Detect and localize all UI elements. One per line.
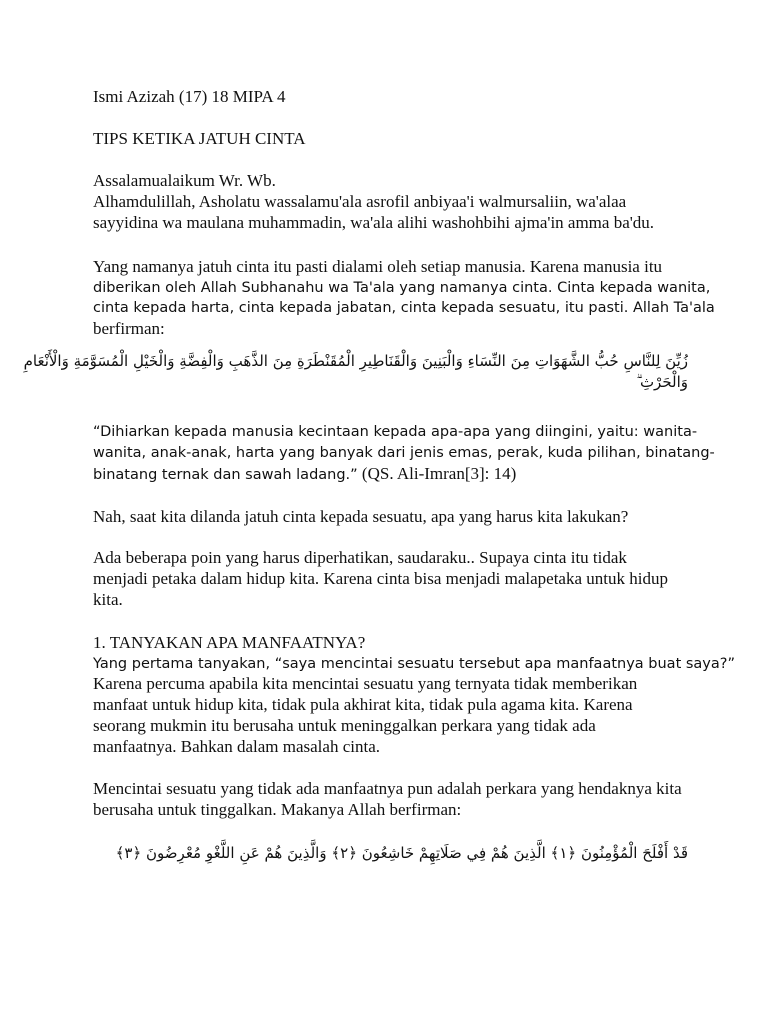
translation-line: “Dihiarkan kepada manusia kecintaan kepada apa-apa yang diingini, yaitu: wanita- <box>93 424 698 440</box>
translation-text: binatang ternak dan sawah ladang.” <box>93 467 358 483</box>
paragraph-line: berusaha untuk tinggalkan. Makanya Allah berfirman: <box>93 800 462 819</box>
paragraph-line: menjadi petaka dalam hidup kita. Karena cinta bisa menjadi malapetaka untuk hidup <box>93 569 668 588</box>
document-title: TIPS KETIKA JATUH CINTA <box>93 129 306 148</box>
arabic-verse-line: وَالْحَرْثِ ۗ <box>636 373 688 391</box>
paragraph-line: Yang namanya jatuh cinta itu pasti dialami oleh setiap manusia. Karena manusia itu <box>93 257 663 276</box>
opening-line: Alhamdulillah, Asholatu wassalamu'ala asrofil anbiyaa'i walmursaliin, wa'alaa <box>93 192 627 211</box>
paragraph-line: manfaatnya. Bahkan dalam masalah cinta. <box>93 737 380 756</box>
arabic-verse-line: زُيِّنَ لِلنَّاسِ حُبُّ الشَّهَوَاتِ مِنَ النِّسَاءِ وَالْبَنِينَ وَالْقَنَاطِيرِ الْمُقَنْطَرَةِ مِنَ الذَّهَبِ وَالْفِضَّةِ وَالْخَيْلِ الْمُسَوَّمَةِ وَالْأَنْعَامِ <box>23 352 688 370</box>
paragraph-line: cinta kepada harta, cinta kepada jabatan, cinta kepada sesuatu, itu pasti. Allah Ta'ala <box>93 300 715 316</box>
verse-reference: (QS. Ali-Imran[3]: 14) <box>357 464 517 483</box>
section-heading: 1. TANYAKAN APA MANFAATNYA? <box>93 633 366 652</box>
translation-line: wanita, anak-anak, harta yang banyak dari jenis emas, perak, kuda pilihan, binatang- <box>93 445 715 461</box>
paragraph-line: Mencintai sesuatu yang tidak ada manfaatnya pun adalah perkara yang hendaknya kita <box>93 779 682 798</box>
greeting: Assalamualaikum Wr. Wb. <box>93 171 276 190</box>
paragraph-line: berfirman: <box>93 319 165 338</box>
quote-line: Yang pertama tanyakan, “saya mencintai sesuatu tersebut apa manfaatnya buat saya?” <box>93 656 735 672</box>
paragraph-line: diberikan oleh Allah Subhanahu wa Ta'ala yang namanya cinta. Cinta kepada wanita, <box>93 280 711 296</box>
arabic-verse-line: قَدْ أَفْلَحَ الْمُؤْمِنُونَ ﴿١﴾ الَّذِينَ هُمْ فِي صَلَاتِهِمْ خَاشِعُونَ ﴿٢﴾ وَالَّذِينَ هُمْ عَنِ اللَّغْوِ مُعْرِضُونَ ﴿٣﴾ <box>115 844 688 862</box>
translation-line <box>93 463 516 486</box>
opening-line: sayyidina wa maulana muhammadin, wa'ala alihi washohbihi ajma'in amma ba'du. <box>93 213 655 232</box>
paragraph-line: seorang mukmin itu berusaha untuk meninggalkan perkara yang tidak ada <box>93 716 596 735</box>
paragraph-line: kita. <box>93 590 123 609</box>
author-header: Ismi Azizah (17) 18 MIPA 4 <box>93 87 286 106</box>
paragraph-line: Karena percuma apabila kita mencintai sesuatu yang ternyata tidak memberikan <box>93 674 638 693</box>
paragraph-line: manfaat untuk hidup kita, tidak pula akhirat kita, tidak pula agama kita. Karena <box>93 695 633 714</box>
paragraph-line: Nah, saat kita dilanda jatuh cinta kepada sesuatu, apa yang harus kita lakukan? <box>93 507 629 526</box>
paragraph-line: Ada beberapa poin yang harus diperhatikan, saudaraku.. Supaya cinta itu tidak <box>93 548 627 567</box>
